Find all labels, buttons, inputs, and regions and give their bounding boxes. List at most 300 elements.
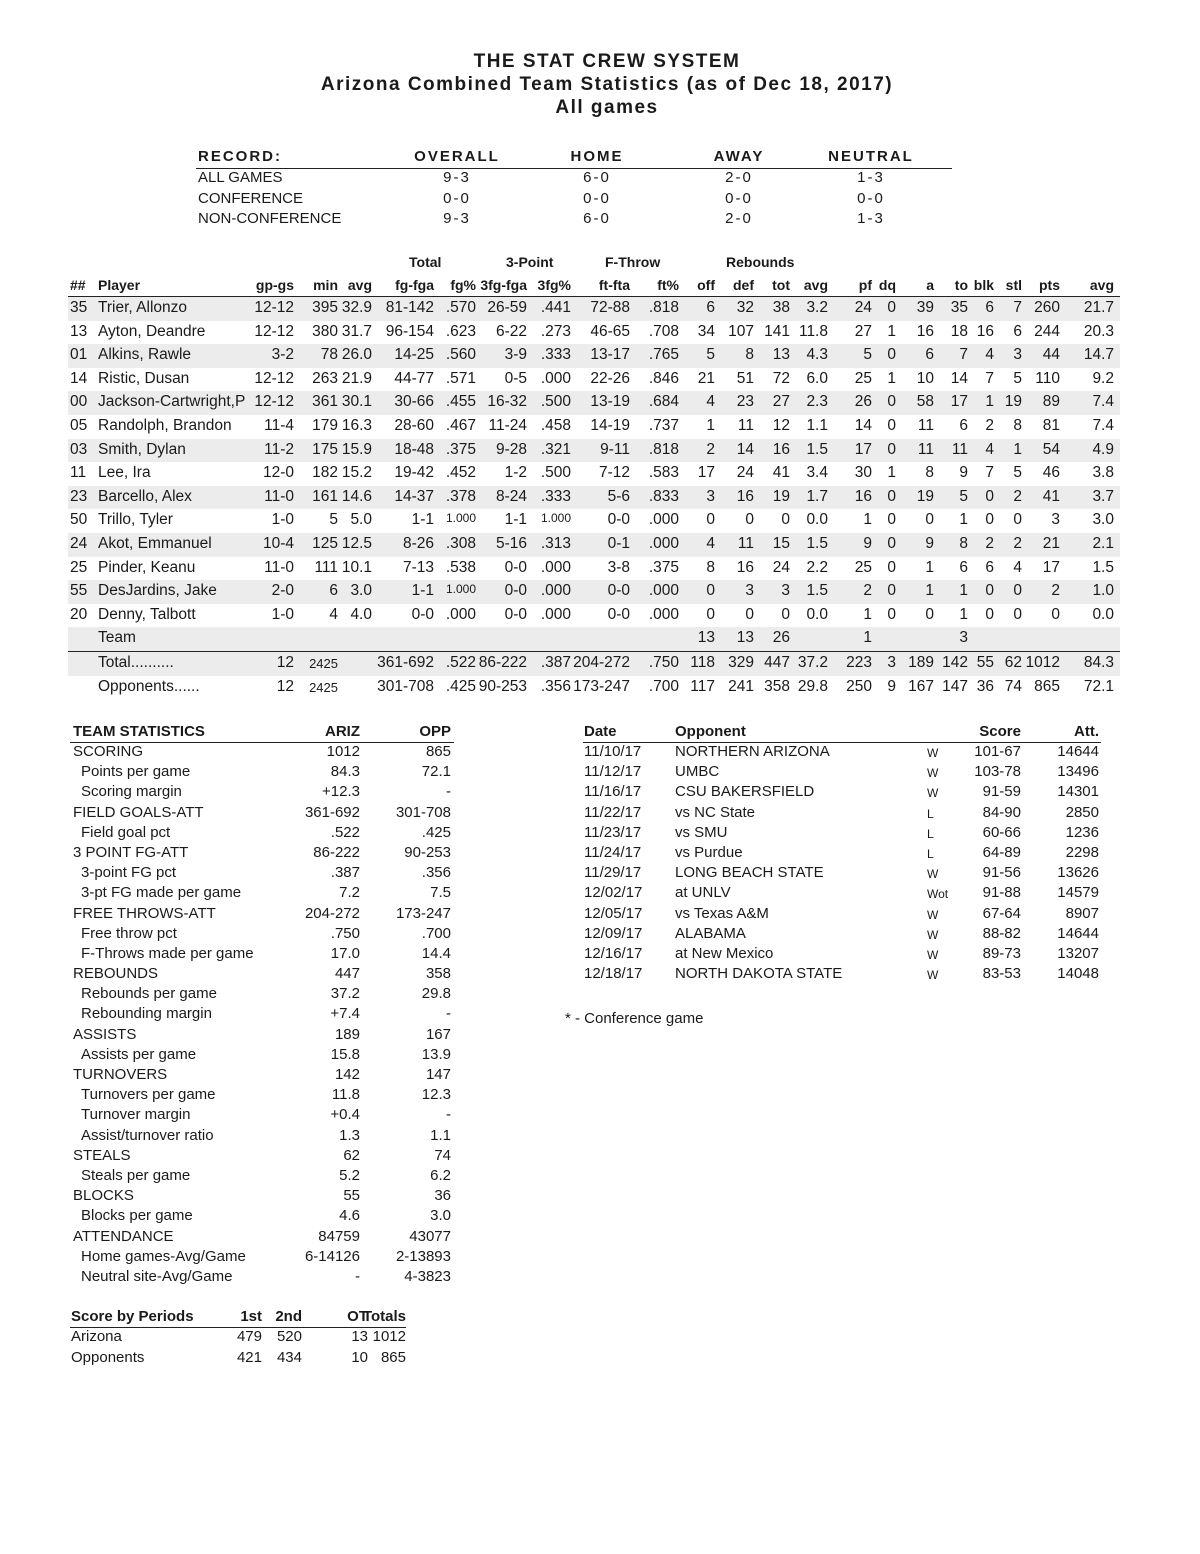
team-stat-ariz: +0.4	[330, 1106, 360, 1124]
periods-team: Opponents	[71, 1348, 145, 1366]
cell-reb-tot: 358	[764, 677, 790, 695]
cell-ft-fta: 0-0	[607, 582, 630, 600]
team-stat-ariz: 62	[343, 1146, 360, 1164]
team-stat-label: ATTENDANCE	[73, 1227, 174, 1245]
team-stat-label: FIELD GOALS-ATT	[73, 803, 204, 821]
cell-turnovers: 35	[950, 299, 968, 316]
cell-reb-def: 13	[736, 629, 754, 647]
cell-fg-pct: 1.000	[445, 582, 476, 597]
cell-points: 54	[1042, 440, 1060, 458]
cell-reb-avg: 0.0	[806, 511, 828, 529]
cell-fg-pct: 1.000	[445, 511, 476, 526]
cell-min: 2425	[309, 655, 338, 671]
cell-reb-off: 17	[697, 464, 715, 482]
cell-blocks: 55	[976, 653, 994, 671]
title-line-3: All games	[555, 97, 659, 118]
game-result: Wot	[927, 887, 949, 902]
game-attendance: 8907	[1065, 904, 1099, 922]
player-row	[68, 627, 1120, 651]
cell-reb-off: 118	[690, 653, 715, 671]
team-stat-ariz: 5.2	[339, 1166, 360, 1184]
cell-3fg-fga: 8-24	[495, 487, 527, 505]
cell-gp-gs: 12	[276, 653, 294, 671]
player-row	[68, 321, 1120, 345]
cell-min-avg: 10.1	[341, 558, 372, 576]
cell-pf: 250	[846, 677, 872, 695]
cell-steals: 2	[1013, 534, 1022, 552]
cell-blocks: 16	[976, 322, 994, 340]
team-stat-opp: 147	[425, 1066, 451, 1083]
cell-player: Pinder, Keanu	[98, 558, 196, 576]
cell-gp-gs: 11-4	[264, 416, 294, 434]
record-cell: 2-0	[725, 210, 753, 227]
col-header-steals: stl	[1005, 277, 1022, 293]
cell-reb-avg: 2.3	[806, 393, 828, 411]
game-result: W	[927, 766, 939, 781]
cell-ft-pct: .000	[648, 605, 679, 623]
cell-assists: 1	[925, 558, 934, 576]
team-stat-ariz: 7.2	[339, 884, 360, 902]
game-score: 91-59	[982, 783, 1021, 801]
team-stat-opp: 358	[425, 965, 451, 983]
cell-pf: 30	[854, 464, 872, 482]
cell-min-avg: 15.9	[341, 440, 372, 458]
group-header-total: Total	[409, 254, 442, 270]
cell-min-avg: 26.0	[341, 346, 372, 364]
cell-fg-pct: .522	[445, 653, 476, 671]
game-score: 91-88	[982, 884, 1021, 902]
cell-3fg-fga: 3-9	[504, 346, 527, 364]
player-row	[68, 557, 1120, 581]
team-stat-row	[70, 864, 454, 884]
cell-reb-avg: 1.5	[806, 582, 828, 600]
team-stat-ariz: .522	[330, 823, 360, 841]
team-stat-label: SCORING	[73, 743, 144, 760]
cell-reb-def: 329	[728, 653, 754, 671]
team-stat-label: Blocks per game	[81, 1207, 193, 1225]
cell-dq: 0	[887, 393, 896, 411]
record-cell: 1-3	[857, 169, 885, 186]
cell-steals: 8	[1013, 416, 1022, 434]
record-cell: NON-CONFERENCE	[198, 210, 342, 227]
cell-fg-fga: 301-708	[377, 677, 434, 695]
game-result: W	[927, 786, 939, 801]
cell-pf: 9	[863, 534, 872, 552]
player-row	[68, 344, 1120, 368]
col-header-turnovers: to	[954, 277, 968, 293]
player-header-row	[68, 274, 1120, 297]
cell-pf: 5	[863, 346, 872, 364]
cell-ft-fta: 0-1	[607, 534, 630, 552]
cell-points: 46	[1042, 464, 1060, 482]
cell-pf: 16	[854, 487, 872, 505]
team-stat-opp: 12.3	[421, 1086, 451, 1104]
periods-team: Arizona	[71, 1328, 122, 1345]
cell-pf: 223	[846, 653, 872, 671]
game-date: 11/23/17	[584, 823, 642, 841]
cell-min: 161	[312, 487, 338, 505]
cell-points-avg: 3.0	[1092, 511, 1114, 529]
record-row	[196, 210, 952, 231]
team-stat-label: Steals per game	[81, 1166, 191, 1184]
periods-cell: 1012	[372, 1328, 406, 1345]
cell-3fg-pct: .000	[540, 369, 571, 387]
record-cell: 9-3	[443, 210, 471, 227]
team-stat-opp: 74	[434, 1146, 451, 1164]
cell-gp-gs: 12-12	[254, 299, 294, 316]
player-row	[68, 486, 1120, 510]
team-stat-ariz: 1.3	[339, 1126, 360, 1144]
record-cell: 0-0	[443, 189, 471, 207]
team-stat-opp: 3.0	[430, 1207, 451, 1225]
cell-fg-fga: 81-142	[385, 299, 434, 316]
cell-pf: 25	[854, 558, 872, 576]
cell-ft-pct: .750	[648, 653, 679, 671]
cell-assists: 0	[925, 511, 934, 529]
cell-blocks: 36	[976, 677, 994, 695]
cell-fg-fga: 14-37	[394, 487, 434, 505]
cell-assists: 11	[917, 416, 934, 434]
cell-points: 865	[1034, 677, 1060, 695]
cell-ft-pct: .765	[648, 346, 679, 364]
team-stat-label: Points per game	[81, 763, 191, 781]
cell-min: 361	[312, 393, 338, 411]
game-row	[583, 824, 1101, 844]
cell-min: 125	[312, 534, 338, 552]
cell-ft-fta: 173-247	[573, 677, 630, 695]
cell-reb-avg: 4.3	[806, 346, 828, 364]
team-stat-label: REBOUNDS	[73, 965, 159, 983]
cell-ft-fta: 46-65	[590, 322, 630, 340]
cell-dq: 0	[887, 511, 896, 529]
team-stat-opp: 14.4	[421, 944, 451, 962]
cell-min: 111	[314, 558, 338, 576]
game-col-date: Date	[584, 723, 617, 740]
game-attendance: 13496	[1057, 763, 1099, 781]
game-row	[583, 945, 1101, 965]
team-stat-label: Free throw pct	[81, 924, 177, 942]
cell-turnovers: 6	[959, 558, 968, 576]
cell-fg-pct: .378	[445, 487, 476, 505]
game-score: 101-67	[974, 743, 1021, 760]
game-col-att: Att.	[1074, 723, 1099, 740]
record-col-header: AWAY	[713, 148, 765, 165]
team-stat-label: FREE THROWS-ATT	[73, 904, 216, 922]
cell-turnovers: 1	[959, 582, 968, 600]
col-header-ft-fta: ft-fta	[598, 277, 630, 293]
group-header-fthrow: F-Throw	[605, 254, 661, 270]
cell-fg-pct: .000	[445, 605, 476, 623]
cell-steals: 3	[1013, 346, 1022, 364]
col-header-reb-def: def	[733, 277, 754, 293]
team-stat-opp: 865	[425, 743, 451, 760]
cell-dq: 0	[887, 534, 896, 552]
cell-points-avg: 20.3	[1083, 322, 1114, 340]
cell-reb-def: 0	[745, 605, 754, 623]
col-header-dq: dq	[878, 277, 896, 293]
cell-3fg-fga: 0-0	[504, 582, 527, 600]
cell-gp-gs: 11-0	[264, 558, 294, 576]
team-stat-row	[70, 783, 454, 803]
cell-gp-gs: 1-0	[271, 605, 294, 623]
cell-points-avg: 72.1	[1083, 677, 1114, 695]
cell-points: 1012	[1025, 653, 1060, 671]
team-stats-col-ariz: ARIZ	[325, 723, 360, 740]
team-stat-row	[70, 1106, 454, 1126]
game-attendance: 2298	[1065, 843, 1099, 861]
cell-ft-fta: 13-19	[590, 393, 630, 411]
cell-min-avg: 14.6	[341, 487, 372, 505]
cell-ft-fta: 7-12	[598, 464, 630, 482]
game-col-score: Score	[979, 723, 1021, 740]
team-stat-row	[70, 985, 454, 1005]
cell-reb-tot: 24	[772, 558, 790, 576]
record-col-header: RECORD:	[198, 148, 282, 165]
cell-reb-tot: 27	[772, 393, 790, 411]
cell-blocks: 0	[985, 511, 994, 529]
cell-min: 395	[312, 299, 338, 316]
cell-reb-def: 3	[745, 582, 754, 600]
team-stat-opp: 4-3823	[404, 1267, 451, 1285]
cell-turnovers: 11	[951, 440, 968, 458]
game-opponent: LONG BEACH STATE	[675, 864, 824, 882]
col-header-reb-avg: avg	[803, 277, 828, 293]
cell-gp-gs: 11-2	[264, 440, 294, 458]
cell-reb-avg: 1.7	[806, 487, 828, 505]
cell-blocks: 4	[985, 440, 994, 458]
cell-assists: 9	[925, 534, 934, 552]
cell-3fg-pct: .313	[540, 534, 571, 552]
cell-number: 35	[70, 299, 88, 316]
game-row	[583, 783, 1101, 803]
col-header-3fg-pct: 3fg%	[537, 277, 571, 293]
cell-reb-off: 4	[706, 534, 715, 552]
team-stat-opp: 72.1	[421, 763, 451, 781]
record-cell: 9-3	[443, 169, 471, 186]
cell-number: 00	[70, 393, 88, 411]
cell-turnovers: 3	[959, 629, 968, 647]
game-row	[583, 905, 1101, 925]
cell-player: Smith, Dylan	[98, 440, 186, 458]
cell-points-avg: 0.0	[1092, 605, 1114, 623]
cell-assists: 0	[925, 605, 934, 623]
cell-reb-off: 5	[706, 346, 715, 364]
group-header-3point: 3-Point	[506, 254, 554, 270]
cell-fg-fga: 14-25	[394, 346, 434, 364]
cell-reb-off: 21	[697, 369, 715, 387]
cell-fg-fga: 96-154	[385, 322, 434, 340]
cell-points-avg: 2.1	[1092, 534, 1114, 552]
record-cell: 1-3	[857, 210, 885, 227]
team-stat-opp: 29.8	[421, 985, 451, 1003]
cell-reb-off: 0	[706, 605, 715, 623]
team-stats-col-opp: OPP	[419, 723, 451, 740]
cell-min: 6	[329, 582, 338, 600]
cell-3fg-fga: 26-59	[487, 299, 527, 316]
cell-reb-tot: 447	[764, 653, 790, 671]
cell-blocks: 6	[985, 558, 994, 576]
cell-number: 55	[70, 582, 88, 600]
cell-reb-tot: 3	[781, 582, 790, 600]
cell-player: Team	[98, 629, 136, 647]
player-stats-table	[68, 254, 1120, 699]
game-opponent: UMBC	[675, 763, 720, 781]
cell-ft-pct: .684	[648, 393, 679, 411]
cell-fg-fga: 19-42	[394, 464, 434, 482]
game-date: 12/02/17	[584, 884, 643, 902]
team-stats-title: TEAM STATISTICS	[73, 723, 205, 740]
team-stat-label: Rebounds per game	[81, 985, 217, 1003]
cell-3fg-fga: 5-16	[495, 534, 527, 552]
cell-player: Jackson-Cartwright,P	[98, 393, 246, 411]
record-cell: 6-0	[583, 169, 611, 186]
cell-gp-gs: 12-12	[254, 393, 294, 411]
game-opponent: vs Texas A&M	[675, 904, 769, 922]
cell-player: Trier, Allonzo	[98, 299, 188, 316]
periods-cell: 865	[380, 1348, 406, 1366]
game-score: 64-89	[982, 843, 1021, 861]
team-stat-row	[70, 824, 454, 844]
cell-3fg-pct: 1.000	[540, 511, 571, 526]
cell-dq: 1	[887, 322, 896, 340]
team-stat-label: STEALS	[73, 1146, 131, 1164]
cell-reb-def: 14	[736, 440, 754, 458]
cell-points-avg: 7.4	[1092, 416, 1114, 434]
team-stat-opp: .356	[421, 864, 451, 882]
cell-reb-def: 8	[745, 346, 754, 364]
cell-number: 20	[70, 605, 88, 623]
cell-min-avg: 5.0	[350, 511, 372, 529]
team-stat-ariz: +7.4	[330, 1005, 360, 1023]
game-score: 83-53	[982, 965, 1021, 983]
cell-reb-off: 6	[706, 299, 715, 316]
cell-min: 380	[312, 322, 338, 340]
cell-3fg-pct: .321	[540, 440, 571, 458]
player-row	[68, 439, 1120, 463]
game-date: 12/16/17	[584, 944, 643, 962]
cell-3fg-fga: 86-222	[478, 653, 527, 671]
game-row	[583, 763, 1101, 783]
game-result: W	[927, 867, 939, 882]
game-attendance: 14301	[1057, 783, 1099, 801]
cell-fg-fga: 30-66	[394, 393, 434, 411]
cell-points: 260	[1034, 299, 1060, 316]
col-header-min-avg: avg	[347, 277, 372, 293]
cell-points: 89	[1042, 393, 1060, 411]
cell-3fg-fga: 1-1	[504, 511, 527, 529]
team-stat-ariz: 86-222	[313, 843, 360, 861]
team-stat-ariz: 55	[343, 1187, 360, 1205]
game-result: W	[927, 746, 939, 760]
team-stat-row	[70, 1248, 454, 1268]
team-stat-label: F-Throws made per game	[81, 944, 254, 962]
team-stat-ariz: .750	[330, 924, 360, 942]
cell-min-avg: 21.9	[341, 369, 372, 387]
report-title	[0, 50, 1200, 119]
game-attendance: 1236	[1065, 823, 1099, 841]
cell-fg-pct: .308	[445, 534, 476, 552]
game-attendance: 13207	[1057, 944, 1099, 962]
record-col-header: NEUTRAL	[828, 148, 914, 165]
col-header-blocks: blk	[973, 277, 994, 293]
cell-assists: 8	[925, 464, 934, 482]
game-row	[583, 804, 1101, 824]
cell-pf: 24	[854, 299, 872, 316]
game-result: L	[927, 826, 934, 841]
cell-points-avg: 3.7	[1092, 487, 1114, 505]
team-stat-label: Turnover margin	[81, 1106, 191, 1124]
team-stat-row	[70, 1207, 454, 1227]
periods-cell: 434	[276, 1348, 302, 1366]
opponents-total-row	[68, 676, 1120, 700]
cell-3fg-pct: .333	[540, 346, 571, 364]
team-stat-opp: 1.1	[430, 1126, 451, 1144]
cell-points: 81	[1042, 416, 1060, 434]
cell-blocks: 1	[985, 393, 994, 411]
cell-reb-def: 24	[736, 464, 754, 482]
cell-min-avg: 31.7	[341, 322, 372, 340]
team-stat-label: Assists per game	[81, 1045, 197, 1063]
title-line-1: THE STAT CREW SYSTEM	[473, 51, 741, 72]
cell-blocks: 4	[985, 346, 994, 364]
cell-fg-pct: .455	[445, 393, 476, 411]
game-result: W	[927, 968, 939, 983]
cell-fg-fga: 28-60	[394, 416, 434, 434]
team-stat-ariz: 84.3	[330, 763, 360, 781]
cell-points: 3	[1051, 511, 1060, 529]
cell-3fg-pct: .273	[540, 322, 571, 340]
game-opponent: ALABAMA	[675, 924, 746, 942]
record-table	[196, 148, 952, 231]
cell-fg-fga: 44-77	[394, 369, 434, 387]
cell-reb-tot: 13	[772, 346, 790, 364]
team-stat-row	[70, 1228, 454, 1248]
cell-steals: 74	[1004, 677, 1022, 695]
cell-steals: 6	[1013, 322, 1022, 340]
game-opponent: at New Mexico	[675, 944, 774, 962]
cell-reb-def: 51	[736, 369, 754, 387]
cell-reb-tot: 12	[772, 416, 790, 434]
team-stat-label: 3-point FG pct	[81, 864, 177, 882]
cell-reb-off: 0	[706, 511, 715, 529]
cell-player: Randolph, Brandon	[98, 416, 232, 434]
cell-pf: 2	[863, 582, 872, 600]
cell-points-avg: 7.4	[1092, 393, 1114, 411]
cell-player: Denny, Talbott	[98, 605, 196, 623]
cell-points-avg: 14.7	[1083, 346, 1114, 364]
cell-blocks: 0	[985, 582, 994, 600]
game-date: 12/18/17	[584, 965, 643, 983]
cell-reb-avg: 1.5	[806, 440, 828, 458]
team-stat-row	[70, 905, 454, 925]
cell-min-avg: 12.5	[341, 534, 372, 552]
team-stat-row	[70, 925, 454, 945]
cell-ft-fta: 0-0	[607, 605, 630, 623]
cell-assists: 167	[908, 677, 934, 695]
cell-3fg-pct: .000	[540, 558, 571, 576]
team-stat-row	[70, 1026, 454, 1046]
cell-reb-tot: 72	[772, 369, 790, 387]
col-header-player: Player	[98, 277, 141, 293]
player-row	[68, 509, 1120, 533]
cell-min-avg: 30.1	[341, 393, 372, 411]
col-header-min: min	[313, 277, 338, 293]
cell-dq: 0	[887, 605, 896, 623]
cell-ft-pct: .708	[648, 322, 679, 340]
game-col-opponent: Opponent	[675, 723, 746, 740]
title-line-2: Arizona Combined Team Statistics (as of Dec 18, 2017)	[320, 74, 894, 95]
periods-cell: 421	[236, 1348, 262, 1366]
